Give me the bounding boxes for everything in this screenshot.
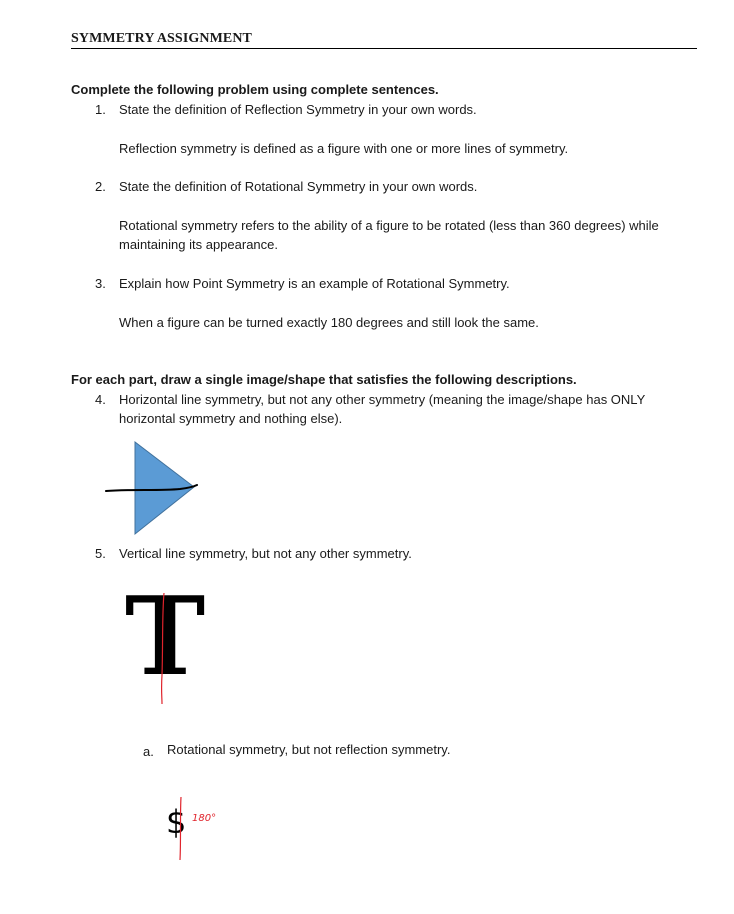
qa-text: Rotational symmetry, but not reflection symmetry. xyxy=(167,742,451,757)
q1-text: State the definition of Reflection Symmetry in your own words. xyxy=(119,102,477,117)
dollar-sign-drawing xyxy=(160,795,230,865)
title-underline xyxy=(71,48,697,49)
q4-text-line1: Horizontal line symmetry, but not any other symmetry (meaning the image/shape has ONLY xyxy=(119,392,646,407)
q4-number: 4. xyxy=(95,392,106,407)
triangle-drawing xyxy=(100,436,210,540)
document-title: SYMMETRY ASSIGNMENT xyxy=(71,31,252,46)
qa-number: a. xyxy=(143,744,154,759)
q5-number: 5. xyxy=(95,546,106,561)
rotation-angle-note: 180° xyxy=(192,813,217,824)
q1-answer: Reflection symmetry is defined as a figure with one or more lines of symmetry. xyxy=(119,141,569,156)
section1-heading: Complete the following problem using complete sentences. xyxy=(71,82,439,97)
q2-answer-line1: Rotational symmetry refers to the ability of a figure to be rotated (less than 360 degrees) while xyxy=(119,218,659,233)
q3-text: Explain how Point Symmetry is an example of Rotational Symmetry. xyxy=(119,276,510,291)
letter-t-drawing xyxy=(110,574,220,710)
vertical-symmetry-line xyxy=(162,593,164,704)
q3-answer: When a figure can be turned exactly 180 degrees and still look the same. xyxy=(119,315,539,330)
vertical-symmetry-line-svg xyxy=(110,574,220,710)
q5-text: Vertical line symmetry, but not any other symmetry. xyxy=(119,546,412,561)
q1-number: 1. xyxy=(95,102,106,117)
q4-text-line2: horizontal symmetry and nothing else). xyxy=(119,411,343,426)
dollar-center-line xyxy=(180,797,181,860)
q2-text: State the definition of Rotational Symmetry in your own words. xyxy=(119,179,478,194)
q3-number: 3. xyxy=(95,276,106,291)
q2-number: 2. xyxy=(95,179,106,194)
q2-answer-line2: maintaining its appearance. xyxy=(119,237,278,252)
drawn-dollar-sign: $ xyxy=(166,803,187,841)
drawn-letter-t: T xyxy=(124,574,206,700)
dollar-marks-svg xyxy=(160,795,230,865)
section2-heading: For each part, draw a single image/shape that satisfies the following descriptions. xyxy=(71,372,577,387)
